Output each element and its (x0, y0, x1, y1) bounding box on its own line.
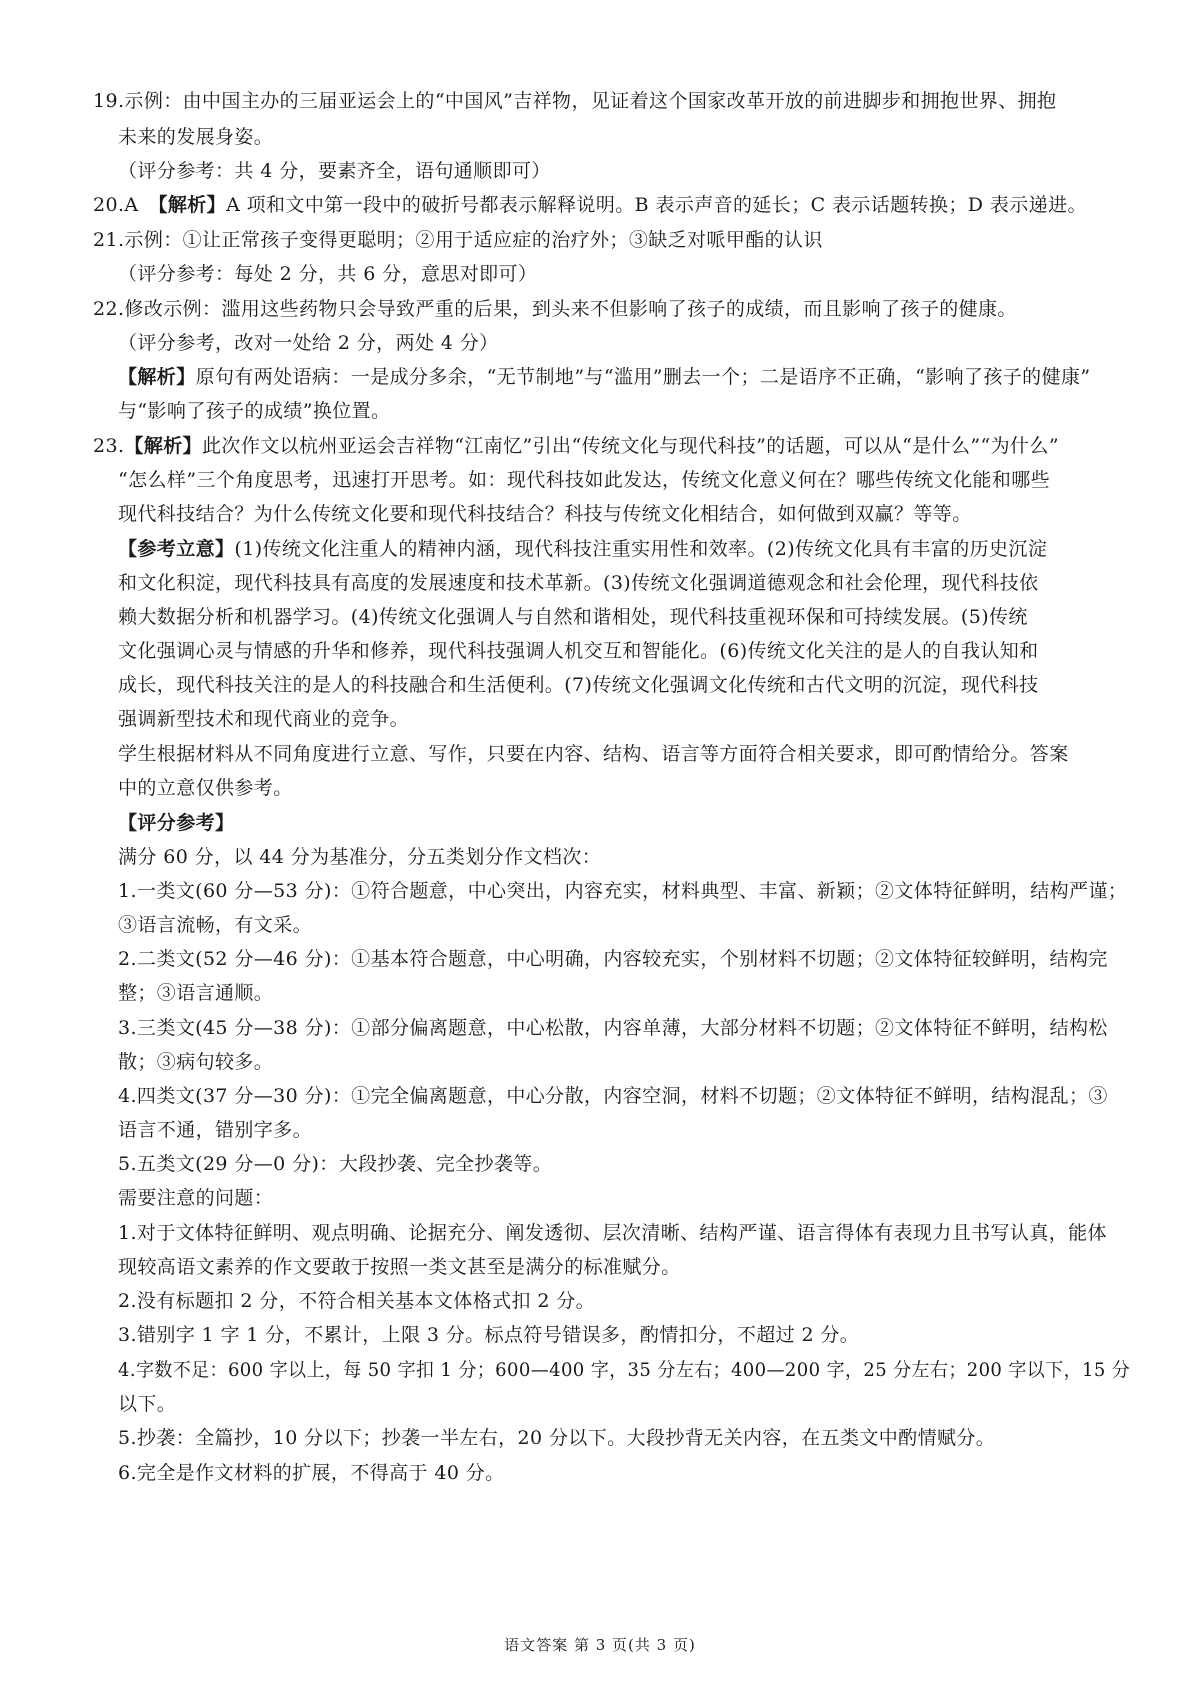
q23-score-tag: 【评分参考】 (118, 812, 235, 834)
category-4-line2: 语言不通，错别字多。 (118, 1119, 313, 1141)
q19-score: （评分参考：共 4 分，要素齐全，语句通顺即可） (118, 160, 551, 182)
q20-line (93, 192, 1087, 218)
category-1-line1: 1.一类文(60 分—53 分)：①符合题意，中心突出，内容充实，材料典型、丰富、新颖；②文体特征鲜明，结构严谨； (118, 880, 1128, 902)
q19-line1: 19.示例：由中国主办的三届亚运会上的“中国风”吉祥物，见证着这个国家改革开放的前进脚步和拥抱世界、拥抱 (93, 90, 1057, 112)
q20-prefix: 20.A (93, 194, 158, 216)
q23-ref-line1 (118, 536, 1047, 562)
q23-ref-line3: 赖大数据分析和机器学习。(4)传统文化强调人与自然和谐相处，现代科技重视环保和可持续发展。(5)传统 (118, 606, 1028, 628)
category-5-line1: 5.五类文(29 分—0 分)：大段抄袭、完全抄袭等。 (118, 1153, 553, 1175)
q23-analysis-tag: 【解析】 (124, 435, 203, 457)
category-4-line1: 4.四类文(37 分—30 分)：①完全偏离题意，中心分散，内容空洞，材料不切题；②文体特征不鲜明，结构混乱；③ (118, 1085, 1108, 1107)
q19-line2: 未来的发展身姿。 (118, 126, 274, 148)
q23-prefix: 23. (93, 435, 125, 457)
q23-line1-text: 此次作文以杭州亚运会吉祥物“江南忆”引出“传统文化与现代科技”的话题，可以从“是什么”“为什么” (202, 435, 1059, 457)
note-4-line2: 以下。 (118, 1393, 177, 1415)
q23-ref-line4: 文化强调心灵与情感的升华和修养，现代科技强调人机交互和智能化。(6)传统文化关注的是人的自我认知和 (118, 640, 1039, 662)
note-1-line2: 现较高语文素养的作文要敢于按照一类文甚至是满分的标准赋分。 (118, 1256, 681, 1278)
q22-analysis-text: 原句有两处语病：一是成分多余，“无节制地”与“滥用”删去一个；二是语序不正确，“影响了孩子的健康” (195, 366, 1091, 388)
page-footer: 语文答案 第 3 页(共 3 页) (504, 1636, 696, 1654)
note-5: 5.抄袭：全篇抄，10 分以下；抄袭一半左右，20 分以下。大段抄背无关内容，在五类文中酌情赋分。 (118, 1427, 996, 1449)
q21-score: （评分参考：每处 2 分，共 6 分，意思对即可） (118, 263, 538, 285)
note-4-line1: 4.字数不足：600 字以上，每 50 字扣 1 分；600—400 字，35 分左右；400—200 字，25 分左右；200 字以下，15 分 (118, 1359, 1131, 1381)
q20-text: A 项和文中第一段中的破折号都表示解释说明。B 表示声音的延长；C 表示话题转换；D 表示递进。 (226, 194, 1087, 216)
q22-score: （评分参考，改对一处给 2 分，两处 4 分） (118, 332, 499, 354)
q23-ref-line5: 成长，现代科技关注的是人的科技融合和生活便利。(7)传统文化强调文化传统和古代文明的沉淀，现代科技 (118, 674, 1039, 696)
q22-analysis-line1 (118, 364, 1091, 390)
note-1-line1: 1.对于文体特征鲜明、观点明确、论据充分、阐发透彻、层次清晰、结构严谨、语言得体有表现力且书写认真，能体 (118, 1222, 1107, 1244)
q23-student-line1: 学生根据材料从不同角度进行立意、写作，只要在内容、结构、语言等方面符合相关要求，即可酌情给分。答案 (118, 743, 1069, 765)
note-6: 6.完全是作文材料的扩展，不得高于 40 分。 (118, 1462, 505, 1484)
q23-full-score: 满分 60 分，以 44 分为基准分，分五类划分作文档次： (118, 846, 602, 868)
q22-analysis-line2: 与“影响了孩子的成绩”换位置。 (118, 400, 391, 422)
category-2-line1: 2.二类文(52 分—46 分)：①基本符合题意，中心明确，内容较充实，个别材料不切题；②文体特征较鲜明，结构完 (118, 948, 1108, 970)
note-3: 3.错别字 1 字 1 分，不累计，上限 3 分。标点符号错误多，酌情扣分，不超过 2 分。 (118, 1324, 860, 1346)
q23-line3: 现代科技结合？为什么传统文化要和现代科技结合？科技与传统文化相结合，如何做到双赢？等等。 (118, 503, 972, 525)
q22-analysis-tag: 【解析】 (118, 366, 196, 388)
q23-student-line2: 中的立意仅供参考。 (118, 777, 293, 799)
q23-ref-line1-text: (1)传统文化注重人的精神内涵，现代科技注重实用性和效率。(2)传统文化具有丰富的历史沉淀 (234, 538, 1048, 560)
q23-line1 (93, 433, 1059, 459)
note-2: 2.没有标题扣 2 分，不符合相关基本文体格式扣 2 分。 (118, 1290, 596, 1312)
q20-analysis-tag: 【解析】 (157, 194, 227, 216)
q22-line1: 22.修改示例：滥用这些药物只会导致严重的后果，到头来不但影响了孩子的成绩，而且影响了孩子的健康。 (93, 298, 1017, 320)
q21-line1: 21.示例：①让正常孩子变得更聪明；②用于适应症的治疗外；③缺乏对哌甲酯的认识 (93, 229, 823, 251)
q23-ref-tag: 【参考立意】 (118, 538, 235, 560)
q23-line2: “怎么样”三个角度思考，迅速打开思考。如：现代科技如此发达，传统文化意义何在？哪些传统文化能和哪些 (118, 469, 1051, 491)
category-3-line2: 散；③病句较多。 (118, 1051, 274, 1073)
notes-title: 需要注意的问题： (118, 1187, 274, 1209)
category-3-line1: 3.三类文(45 分—38 分)：①部分偏离题意，中心松散，内容单薄，大部分材料不切题；②文体特征不鲜明，结构松 (118, 1017, 1108, 1039)
category-1-line2: ③语言流畅，有文采。 (118, 914, 313, 936)
category-2-line2: 整；③语言通顺。 (118, 982, 274, 1004)
q23-ref-line2: 和文化积淀，现代科技具有高度的发展速度和技术革新。(3)传统文化强调道德观念和社会伦理，现代科技依 (118, 572, 1039, 594)
q23-ref-line6: 强调新型技术和现代商业的竞争。 (118, 708, 410, 730)
